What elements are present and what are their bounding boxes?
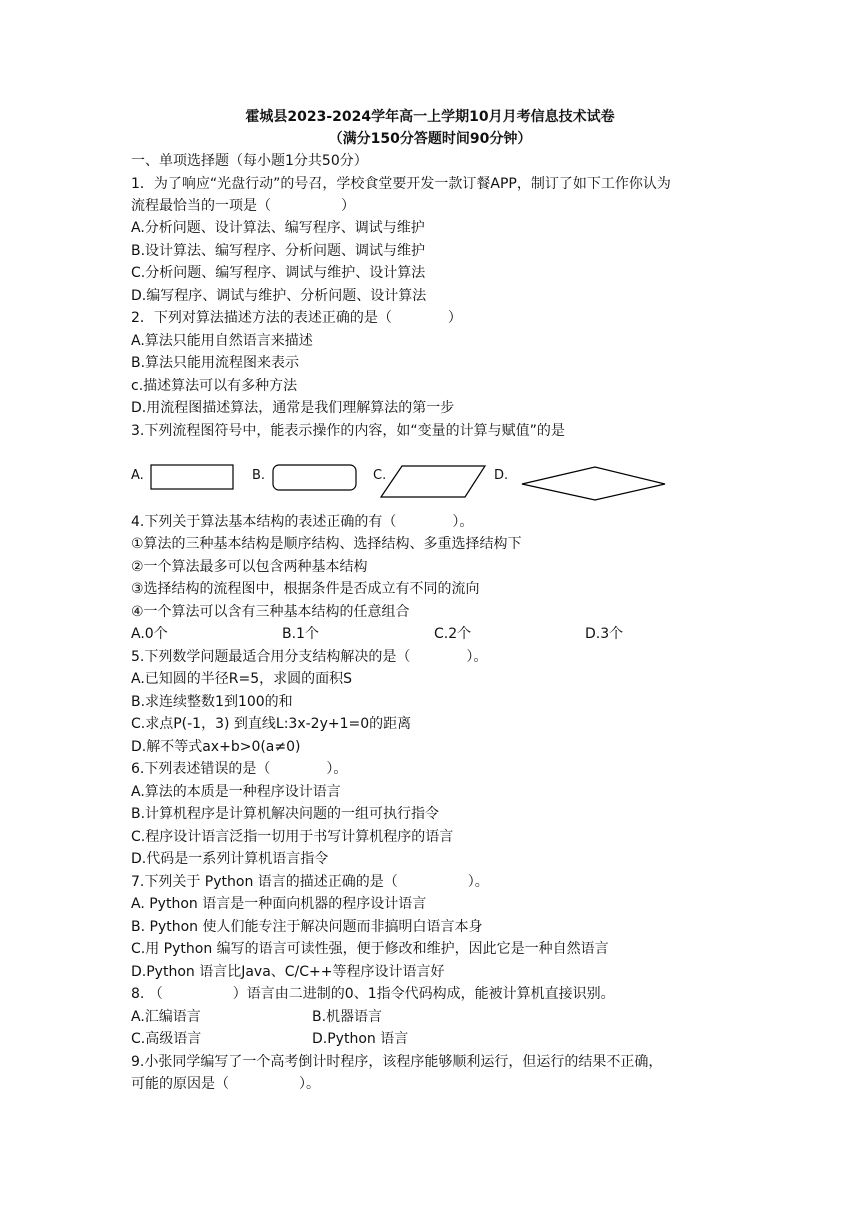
question-1-option-c: C.分析问题、编写程序、调试与维护、设计算法 [131, 265, 426, 281]
question-3-option-c: C. [373, 468, 387, 483]
question-4-option-a: A.0个 [131, 626, 168, 642]
question-6-stem: 6.下列表述错误的是（ ）。 [131, 761, 348, 777]
question-4-statement-3: ③选择结构的流程图中，根据条件是否成立有不同的流向 [131, 581, 480, 597]
question-5-option-d: D.解不等式ax+b>0(a≠0) [131, 739, 301, 755]
question-7-option-c: C.用 Python 编写的语言可读性强，便于修改和维护，因此它是一种自然语言 [131, 941, 609, 957]
question-2-option-b: B.算法只能用流程图来表示 [131, 355, 300, 371]
question-3-stem: 3.下列流程图符号中，能表示操作的内容，如“变量的计算与赋值”的是 [131, 423, 565, 439]
question-2-stem: 2．下列对算法描述方法的表述正确的是（ ） [131, 310, 462, 326]
question-9-stem-cont: 可能的原因是（ ）。 [131, 1076, 320, 1092]
question-4-option-c: C.2个 [434, 626, 472, 642]
question-4-option-d: D.3个 [585, 626, 624, 642]
question-2-option-a: A.算法只能用自然语言来描述 [131, 333, 313, 349]
decision-diamond-symbol [522, 467, 665, 500]
question-8-option-c: C.高级语言 [131, 1031, 202, 1047]
question-4-option-b: B.1个 [282, 626, 319, 642]
question-6-option-d: D.代码是一系列计算机语言指令 [131, 851, 329, 867]
question-8-stem: 8. （ ）语言由二进制的0、1指令代码构成，能被计算机直接识别。 [131, 986, 615, 1002]
question-3-option-b: B. [252, 468, 266, 483]
question-4-statement-2: ②一个算法最多可以包含两种基本结构 [131, 559, 368, 575]
question-6-option-c: C.程序设计语言泛指一切用于书写计算机程序的语言 [131, 829, 454, 845]
question-7-option-d: D.Python 语言比Java、C/C++等程序设计语言好 [131, 964, 445, 980]
question-1-option-a: A.分析问题、设计算法、编写程序、调试与维护 [131, 220, 425, 236]
question-8-option-a: A.汇编语言 [131, 1009, 201, 1025]
question-6-option-b: B.计算机程序是计算机解决问题的一组可执行指令 [131, 806, 440, 822]
question-7-stem: 7.下列关于 Python 语言的描述正确的是（ ）。 [131, 874, 489, 890]
question-5-option-a: A.已知圆的半径R=5，求圆的面积S [131, 671, 353, 687]
question-1-option-d: D.编写程序、调试与维护、分析问题、设计算法 [131, 288, 427, 304]
question-4-stem: 4.下列关于算法基本结构的表述正确的有（ ）。 [131, 514, 474, 530]
question-2-option-c: c.描述算法可以有多种方法 [131, 378, 298, 394]
question-1-option-b: B.设计算法、编写程序、分析问题、调试与维护 [131, 243, 426, 259]
question-7-option-b: B. Python 使人们能专注于解决问题而非搞明白语言本身 [131, 919, 483, 935]
question-6-option-a: A.算法的本质是一种程序设计语言 [131, 784, 341, 800]
question-8-option-d: D.Python 语言 [312, 1031, 409, 1047]
question-1-stem: 1．为了响应“光盘行动”的号召，学校食堂要开发一款订餐APP，制订了如下工作你认为 [131, 176, 671, 192]
section-heading: 一、单项选择题（每小题1分共50分） [131, 153, 368, 169]
input-output-parallelogram-symbol [381, 466, 485, 497]
question-3-option-d: D. [494, 468, 509, 483]
question-2-option-d: D.用流程图描述算法，通常是我们理解算法的第一步 [131, 400, 455, 416]
exam-subtitle: （满分150分答题时间90分钟） [328, 131, 532, 147]
question-3-option-a: A. [131, 468, 144, 483]
question-4-statement-1: ①算法的三种基本结构是顺序结构、选择结构、多重选择结构下 [131, 536, 522, 552]
question-7-option-a: A. Python 语言是一种面向机器的程序设计语言 [131, 896, 427, 912]
question-5-stem: 5.下列数学问题最适合用分支结构解决的是（ ）。 [131, 649, 488, 665]
question-5-option-c: C.求点P(-1，3) 到直线L:3x-2y+1=0的距离 [131, 716, 412, 732]
question-9-stem: 9.小张同学编写了一个高考倒计时程序，该程序能够顺利运行，但运行的结果不正确， [131, 1054, 663, 1070]
question-5-option-b: B.求连续整数1到100的和 [131, 694, 293, 710]
terminal-rounded-rectangle-symbol [273, 465, 356, 490]
question-1-stem-cont: 流程最恰当的一项是（ ） [131, 198, 355, 214]
process-rectangle-symbol [151, 465, 233, 489]
exam-title: 霍城县2023-2024学年高一上学期10月月考信息技术试卷 [245, 109, 615, 125]
question-4-statement-4: ④一个算法可以含有三种基本结构的任意组合 [131, 604, 410, 620]
question-8-option-b: B.机器语言 [312, 1009, 383, 1025]
